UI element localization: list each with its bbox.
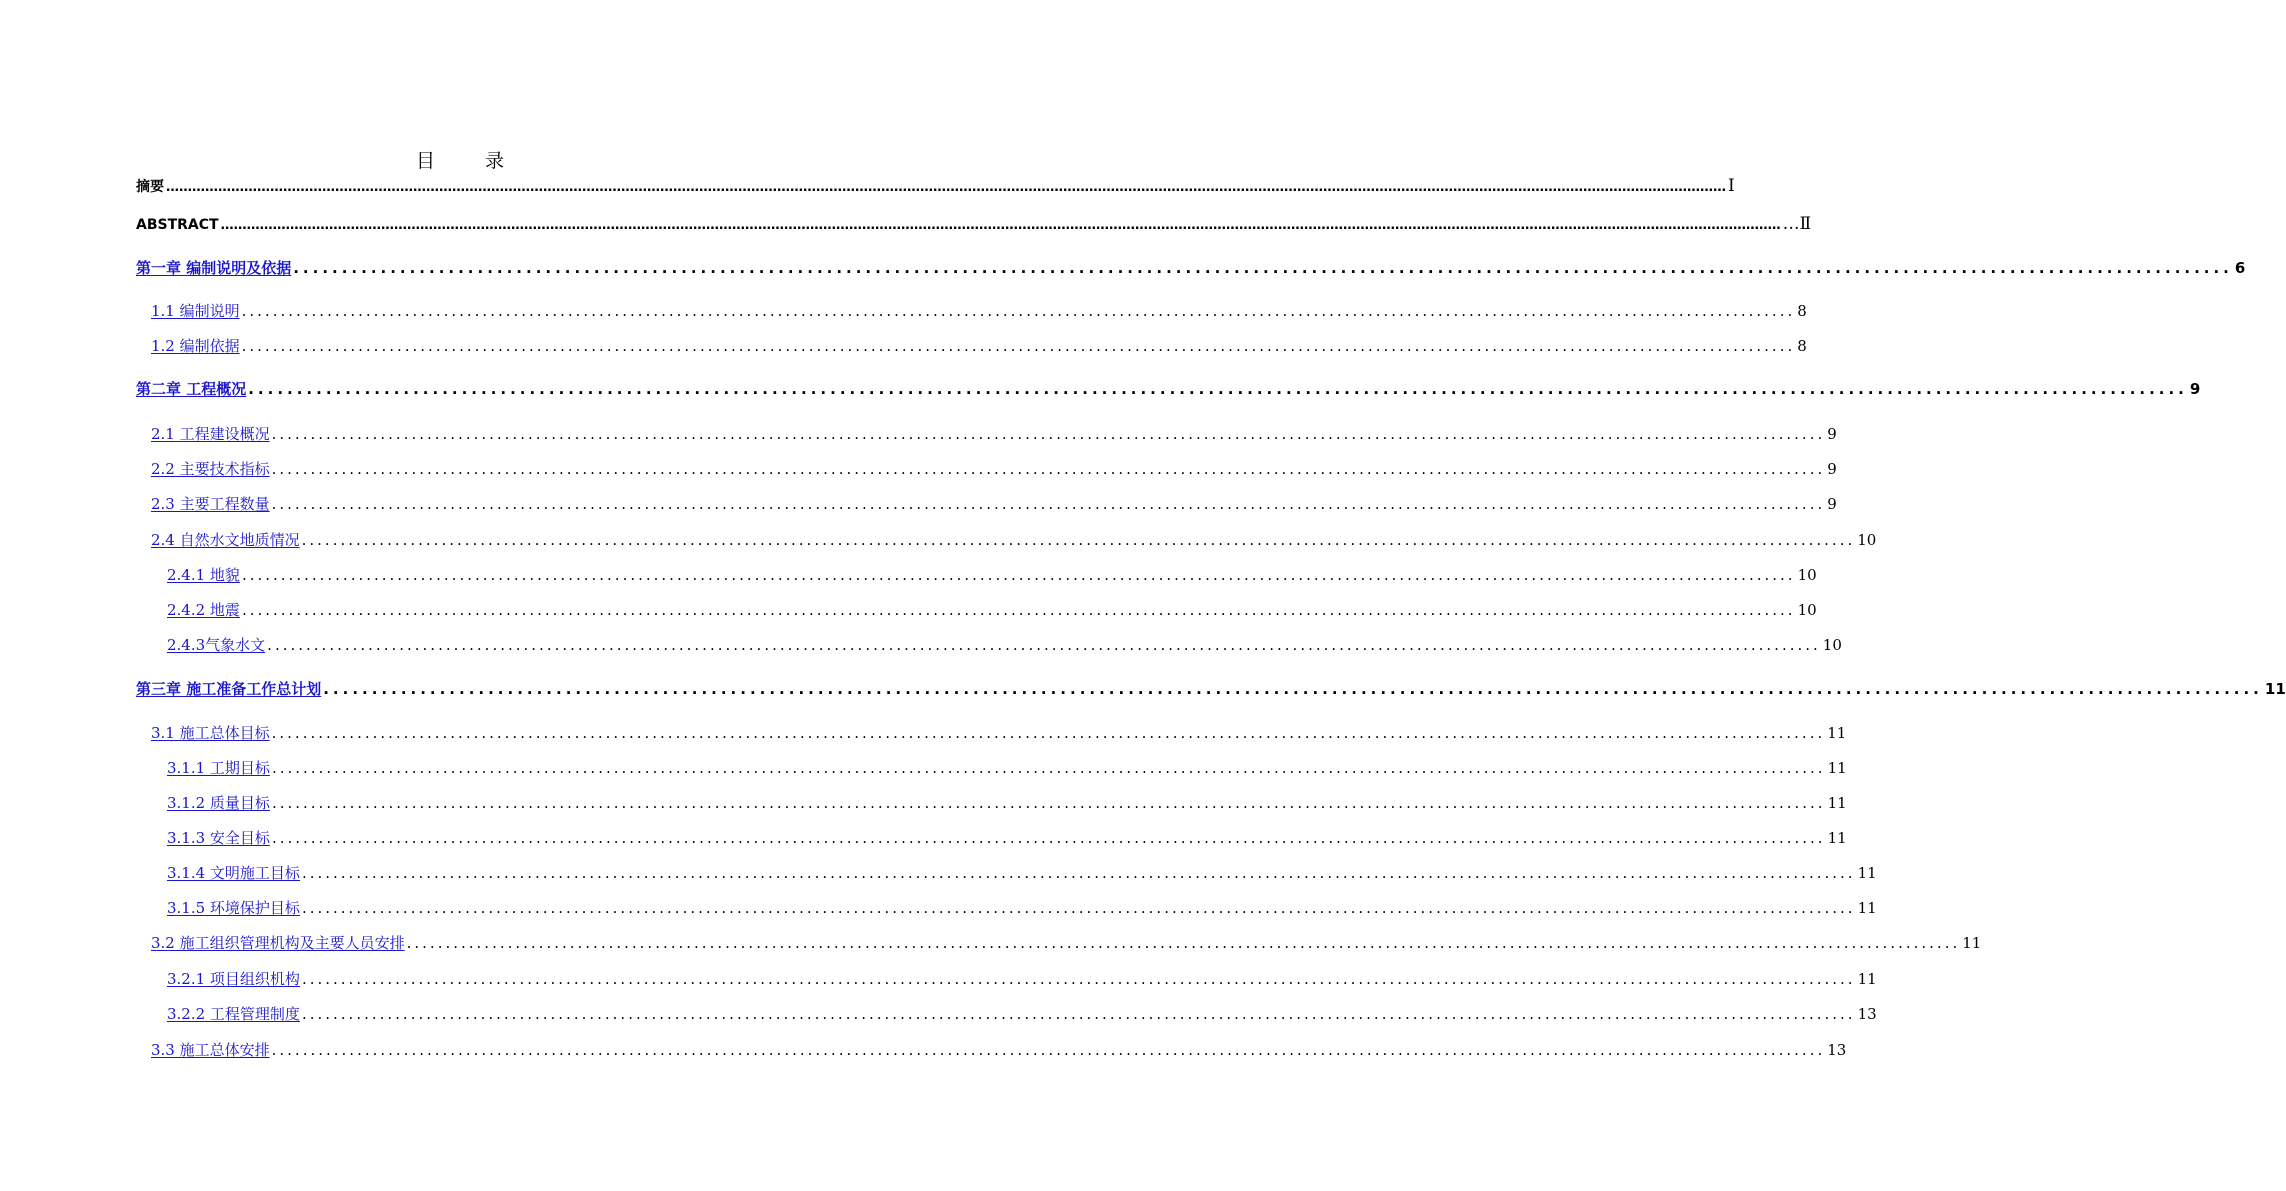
toc-page-number: 11 <box>1827 724 1847 742</box>
toc-entry[interactable] <box>167 564 1817 585</box>
toc-leader-dots: ........................................................................................................................................................................................................ <box>293 259 2233 277</box>
toc-page-number: Ⅰ <box>1728 176 1735 196</box>
toc-page-number: 11 <box>1827 794 1847 812</box>
toc-page-number: 11 <box>1857 864 1877 882</box>
page-title: 目 录 <box>415 150 527 172</box>
toc-leader-dots: ........................................................................................................................................................................................................ <box>271 495 1826 513</box>
toc-entry <box>136 214 1812 234</box>
toc-leader-dots: ........................................................................................................................................................................................................ <box>248 380 2188 398</box>
toc-entry[interactable] <box>136 678 2286 699</box>
toc-entry-label: 摘要 <box>136 179 164 195</box>
toc-entry[interactable] <box>151 529 1877 550</box>
toc-leader-dots: ........................................................................................................................................................................................................ <box>406 934 1961 952</box>
toc-entry-label[interactable]: 3.1.2 质量目标 <box>167 794 270 812</box>
toc-leader-dots: ........................................................................................................................................................................................................ <box>301 1005 1856 1023</box>
toc-page-number: 6 <box>2234 259 2246 277</box>
toc-entry[interactable] <box>167 634 1842 655</box>
toc-page-number: 11 <box>1827 759 1847 777</box>
toc-leader-dots: ........................................................................................................................................................................................................ <box>241 337 1796 355</box>
toc-entry[interactable] <box>151 722 1847 743</box>
toc-page-number: 11 <box>1827 829 1847 847</box>
toc-leader-dots: ........................................................................................................................................................................................................ <box>301 864 1856 882</box>
toc-entry <box>136 176 1735 196</box>
toc-entry-label[interactable]: 2.4.2 地震 <box>167 601 240 619</box>
toc-entry-label[interactable]: 3.1.1 工期目标 <box>167 759 270 777</box>
toc-page-number: 11 <box>1857 899 1877 917</box>
toc-leader-dots: ........................................................................................................................................................................................................ <box>241 302 1796 320</box>
toc-entry-label[interactable]: 3.2.1 项目组织机构 <box>167 970 300 988</box>
toc-leader-dots: ........................................................................................................................................................................................................ <box>271 759 1826 777</box>
toc-page-number: 13 <box>1827 1041 1847 1059</box>
toc-leader-dots: ........................................................................................................................................................................................................ <box>271 1041 1826 1059</box>
toc-leader-dots: ……………………………………………………………………………………………………………………………………………………………………………………………………………………………………………………………………………………………………………………………… <box>220 218 1781 233</box>
toc-entry-label: ABSTRACT <box>136 217 219 233</box>
toc-entry-label[interactable]: 1.1 编制说明 <box>151 302 240 320</box>
toc-entry[interactable] <box>136 257 2246 278</box>
toc-page-number: 10 <box>1822 636 1842 654</box>
toc-entry-label[interactable]: 3.2.2 工程管理制度 <box>167 1005 300 1023</box>
toc-entry-label[interactable]: 2.4 自然水文地质情况 <box>151 531 300 549</box>
toc-page-number: 9 <box>1827 425 1837 443</box>
toc-entry[interactable] <box>151 335 1807 356</box>
toc-entry[interactable] <box>167 757 1847 778</box>
toc-entry-label[interactable]: 第二章 工程概况 <box>136 380 247 398</box>
toc-page-number: 9 <box>1827 495 1837 513</box>
toc-entry[interactable] <box>167 792 1847 813</box>
toc-entry[interactable] <box>151 423 1837 444</box>
toc-page-number: 11 <box>2264 680 2286 698</box>
toc-entry-label[interactable]: 2.3 主要工程数量 <box>151 495 270 513</box>
toc-page-number: 9 <box>1827 460 1837 478</box>
toc-page-number: 8 <box>1797 302 1807 320</box>
toc-entry-label[interactable]: 3.1.5 环境保护目标 <box>167 899 300 917</box>
toc-entry-label[interactable]: 第三章 施工准备工作总计划 <box>136 680 322 698</box>
toc-entry-label[interactable]: 3.3 施工总体安排 <box>151 1041 270 1059</box>
toc-entry[interactable] <box>167 1003 1877 1024</box>
toc-entry[interactable] <box>167 862 1877 883</box>
toc-entry[interactable] <box>151 458 1837 479</box>
toc-leader-dots: ........................................................................................................................................................................................................ <box>301 531 1856 549</box>
toc-page-number: 10 <box>1797 601 1817 619</box>
toc-leader-dots: ........................................................................................................................................................................................................ <box>271 425 1826 443</box>
toc-page-number: …Ⅱ <box>1782 214 1812 234</box>
toc-entry-label[interactable]: 2.4.3气象水文 <box>167 636 266 654</box>
toc-entry[interactable] <box>167 599 1817 620</box>
toc-entry[interactable] <box>167 827 1847 848</box>
toc-entry-label[interactable]: 3.1 施工总体目标 <box>151 724 270 742</box>
toc-entry-label[interactable]: 2.2 主要技术指标 <box>151 460 270 478</box>
toc-leader-dots: ........................................................................................................................................................................................................ <box>271 829 1826 847</box>
toc-leader-dots: ........................................................................................................................................................................................................ <box>271 460 1826 478</box>
toc-entry[interactable] <box>167 897 1877 918</box>
toc-page-number: 9 <box>2189 380 2201 398</box>
toc-page-number: 13 <box>1857 1005 1877 1023</box>
toc-leader-dots: ........................................................................................................................................................................................................ <box>301 899 1856 917</box>
toc-entry[interactable] <box>151 493 1837 514</box>
toc-entry-label[interactable]: 2.4.1 地貌 <box>167 566 240 584</box>
toc-entry-label[interactable]: 2.1 工程建设概况 <box>151 425 270 443</box>
toc-leader-dots: ……………………………………………………………………………………………………………………………………………………………………………………………………………………………………………………………………………………………………………………………… <box>166 180 1726 195</box>
toc-entry[interactable] <box>151 932 1982 953</box>
toc-leader-dots: ........................................................................................................................................................................................................ <box>271 794 1826 812</box>
toc-page-number: 8 <box>1797 337 1807 355</box>
toc-leader-dots: ........................................................................................................................................................................................................ <box>241 601 1796 619</box>
toc-entry[interactable] <box>167 968 1877 989</box>
toc-entry-label[interactable]: 3.1.4 文明施工目标 <box>167 864 300 882</box>
toc-page-number: 11 <box>1962 934 1982 952</box>
toc-entry[interactable] <box>151 300 1807 321</box>
toc-leader-dots: ........................................................................................................................................................................................................ <box>267 636 1821 654</box>
toc-entry-label[interactable]: 1.2 编制依据 <box>151 337 240 355</box>
toc-leader-dots: ........................................................................................................................................................................................................ <box>271 724 1826 742</box>
toc-entry[interactable] <box>151 1039 1847 1060</box>
toc-entry-label[interactable]: 第一章 编制说明及依据 <box>136 259 292 277</box>
toc-leader-dots: ........................................................................................................................................................................................................ <box>323 680 2263 698</box>
toc-entry-label[interactable]: 3.1.3 安全目标 <box>167 829 270 847</box>
toc-entry-label[interactable]: 3.2 施工组织管理机构及主要人员安排 <box>151 934 405 952</box>
toc-page-number: 11 <box>1857 970 1877 988</box>
toc-page-number: 10 <box>1857 531 1877 549</box>
toc-leader-dots: ........................................................................................................................................................................................................ <box>241 566 1796 584</box>
toc-entry[interactable] <box>136 378 2201 399</box>
toc-leader-dots: ........................................................................................................................................................................................................ <box>301 970 1856 988</box>
toc-page-number: 10 <box>1797 566 1817 584</box>
